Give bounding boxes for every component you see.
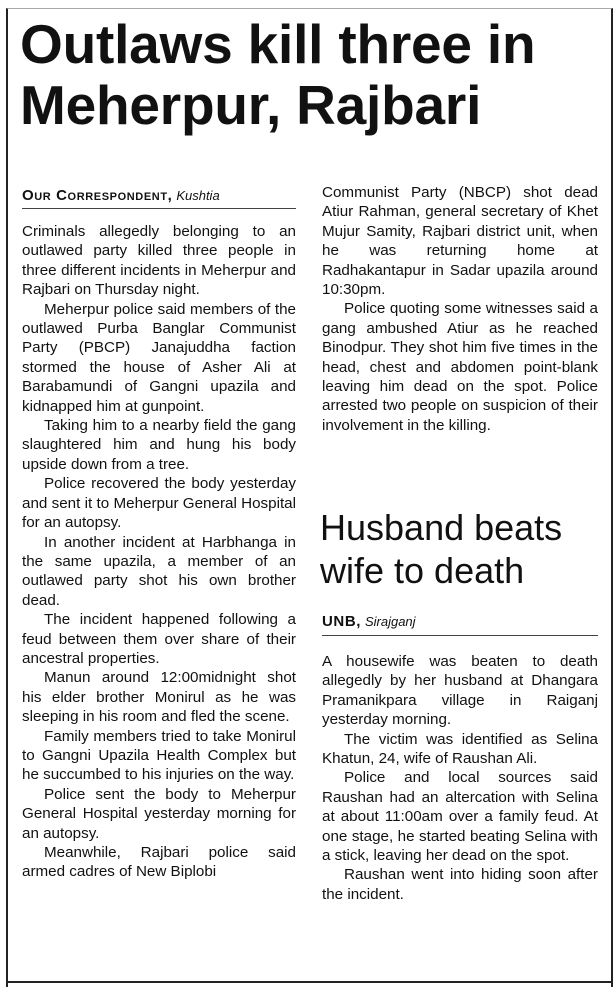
article1-column-1 [22,222,296,882]
byline-name: UNB, [322,613,362,630]
byline-place: Sirajganj [364,614,416,629]
paragraph: Meherpur police said members of the outlawed Purba Banglar Communist Party (PBCP) Janajuddha faction stormed the house of Asher Ali at Barabamundi of Gangni upazila and kidnapped him at gunpoint. [22,300,296,415]
paragraph: The incident happened following a feud between them over share of their ancestral properties. [22,611,296,667]
paragraph: Police recovered the body yesterday and sent it to Meherpur General Hospital for an autopsy. [22,475,296,532]
byline-name: Our Correspondent, [22,187,173,204]
article1-headline: Outlaws kill three in Meherpur, Rajbari [20,13,536,136]
byline-rule [322,635,598,636]
article2-headline: Husband beats wife to death [320,507,563,591]
paragraph: Police and local sources said Raushan had an altercation with Selina at about 11:00am over a family feud. At one stage, he started beating Selina with a stick, leaving her dead on the spot. [322,769,598,865]
paragraph: Taking him to a nearby field the gang slaughtered him and hung his body upside down from a tree. [22,417,296,473]
byline-rule [22,208,296,209]
byline-place: Kushtia [176,188,220,203]
paragraph: Manun around 12:00midnight shot his elder brother Monirul as he was sleeping in his room and fled the scene. [22,669,296,726]
article1-byline [22,186,220,205]
paragraph: Police quoting some witnesses said a gang ambushed Atiur as he reached Binodpur. They shot him five times in the head, chest and abdomen point-blank leaving him dead on the spot. Police arrested two people on suspicion of their involvement in the killing. [322,300,598,434]
paragraph: In another incident at Harbhanga in the same upazila, a member of an outlawed party shot his own brother dead. [22,533,296,609]
paragraph: A housewife was beaten to death allegedly by her husband at Dhangara Pramanikpara village in Raiganj yesterday morning. [322,653,598,729]
paragraph: Family members tried to take Monirul to Gangni Upazila Health Complex but he succumbed to his injuries on the way. [22,727,296,784]
paragraph: Meanwhile, Rajbari police said armed cadres of New Biplobi [22,844,296,881]
paragraph: The victim was identified as Selina Khatun, 24, wife of Raushan Ali. [322,730,598,768]
bottom-rule [8,981,611,983]
article2-byline [322,612,416,631]
paragraph: Police sent the body to Meherpur General Hospital yesterday morning for an autopsy. [22,785,296,842]
paragraph: Raushan went into hiding soon after the incident. [322,866,598,903]
paragraph: Criminals allegedly belonging to an outlawed party killed three people in three different incidents in Meherpur and Rajbari on Thursday night. [22,223,296,299]
article1-column-2 [322,183,598,435]
paragraph: Communist Party (NBCP) shot dead Atiur Rahman, general secretary of Khet Mujur Samity, Rajbari district unit, when he was returning home at Radhakantapur in Sadar upazila around 10:30pm. [322,184,598,299]
article2-body [322,652,598,904]
